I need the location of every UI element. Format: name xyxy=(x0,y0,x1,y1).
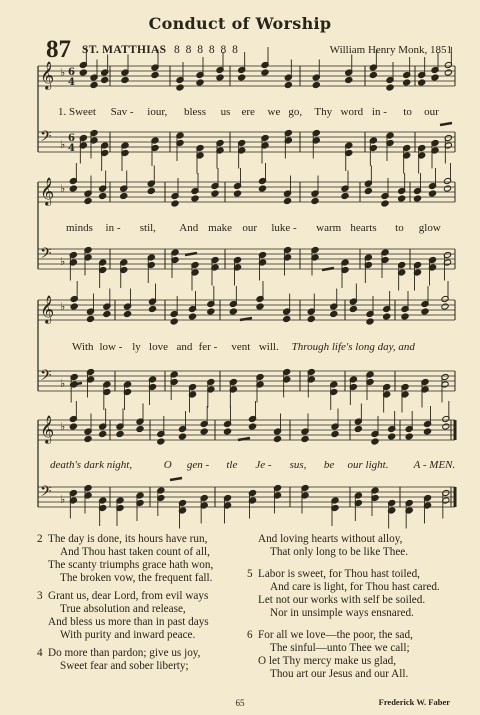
verse-line: With purity and inward peace. xyxy=(60,629,196,641)
lyric-syllable: iour, xyxy=(147,106,168,118)
note-head xyxy=(307,315,315,322)
note-head xyxy=(366,318,374,325)
verse-line: O let Thy mercy make us glad, xyxy=(258,655,397,667)
verse-line: Sweet fear and sober liberty; xyxy=(60,660,189,672)
note-head xyxy=(171,200,179,207)
note-head xyxy=(371,438,379,445)
note-head xyxy=(178,433,186,440)
lyric-syllable: will. xyxy=(258,341,279,353)
note-head xyxy=(191,195,199,202)
verse-line: Labor is sweet, for Thou hast toiled, xyxy=(258,568,420,580)
note-head xyxy=(405,433,413,440)
verse-line: Do more than pardon; give us joy, xyxy=(48,647,201,659)
bass-clef: 𝄢 xyxy=(40,367,52,388)
verse-line: And loving hearts without alloy, xyxy=(258,533,403,545)
flat-key-signature: ♭ xyxy=(60,182,66,195)
note-head xyxy=(345,76,353,83)
note-head xyxy=(423,428,431,435)
note-head xyxy=(386,84,394,91)
lyric-syllable: our xyxy=(424,106,439,118)
lyric-syllable: death's dark night, xyxy=(50,459,133,471)
lyric-syllable: word xyxy=(340,106,364,118)
note-head xyxy=(70,303,78,310)
note-head xyxy=(258,185,266,192)
verse-number: 2 xyxy=(37,533,43,545)
bass-clef: 𝄢 xyxy=(40,483,52,504)
hymn-number: 87 xyxy=(46,36,71,63)
lyric-syllable: we xyxy=(267,106,281,118)
note-head xyxy=(69,423,77,430)
lyric-syllable: sus, xyxy=(289,459,307,471)
lyric-syllable: ere xyxy=(241,106,255,118)
lyric-syllable: gen - xyxy=(186,459,210,471)
verse-6 xyxy=(247,629,468,681)
note-head xyxy=(101,76,109,83)
note-head xyxy=(200,428,208,435)
note-head xyxy=(442,423,450,430)
note-head xyxy=(84,435,92,442)
note-head xyxy=(398,195,406,202)
lyric-syllable: Sav - xyxy=(110,106,134,118)
note-head xyxy=(157,438,165,445)
time-signature: 4 xyxy=(68,143,75,154)
verse-number: 4 xyxy=(37,647,43,659)
treble-clef: 𝄞 xyxy=(40,61,55,89)
note-head xyxy=(383,313,391,320)
flat-key-signature: ♭ xyxy=(60,377,66,390)
note-head xyxy=(256,303,264,310)
note-head xyxy=(413,195,421,202)
lyric-syllable: us xyxy=(220,106,231,118)
lyric-syllable: to xyxy=(403,106,412,118)
treble-clef: 𝄞 xyxy=(40,415,55,443)
note-head xyxy=(341,192,349,199)
lyric-syllable: in - xyxy=(105,222,121,234)
verse-number: 5 xyxy=(247,568,253,580)
bass-clef: 𝄢 xyxy=(40,245,52,266)
verse-4 xyxy=(37,647,248,673)
lyric-syllable: With xyxy=(72,341,94,353)
verse-line: Let not our works with self be soiled. xyxy=(258,594,426,606)
lyric-syllable: vent xyxy=(231,341,251,353)
lyric-syllable: love xyxy=(149,341,168,353)
note-head xyxy=(136,425,144,432)
note-head xyxy=(211,190,219,197)
note-head xyxy=(421,308,429,315)
verse-line: Nor in unsimple ways ensnared. xyxy=(270,607,414,619)
note-head xyxy=(431,74,439,81)
verse-line: The scanty triumphs grace hath won, xyxy=(48,559,214,571)
meter: 8 8 8 8 8 8 xyxy=(174,44,240,56)
note-head xyxy=(99,192,107,199)
note-head xyxy=(284,81,292,88)
note-head xyxy=(120,192,128,199)
lyric-syllable: our light. xyxy=(347,459,389,471)
lyric-syllable: and xyxy=(176,341,193,353)
lyric-syllable: fer - xyxy=(198,341,218,353)
page-number: 65 xyxy=(235,698,245,708)
verse-2 xyxy=(37,533,248,585)
verse-3 xyxy=(37,590,248,642)
note-head xyxy=(233,190,241,197)
lyric-syllable: glow xyxy=(418,222,441,234)
verse-5 xyxy=(247,568,468,620)
verse-number: 6 xyxy=(247,629,253,641)
note-head xyxy=(388,433,396,440)
lyric-syllable: low - xyxy=(99,341,123,353)
flat-key-signature: ♭ xyxy=(60,66,66,79)
verse-line: That only long to be like Thee. xyxy=(270,546,409,558)
note-head xyxy=(311,197,319,204)
note-head xyxy=(176,84,184,91)
flat-key-signature: ♭ xyxy=(60,300,66,313)
note-head xyxy=(428,190,436,197)
lyric-syllable: And xyxy=(179,222,199,234)
tune-name: ST. MATTHIAS xyxy=(82,44,167,56)
verse-4-continued xyxy=(258,533,468,559)
note-head xyxy=(188,313,196,320)
lyric-syllable: to xyxy=(395,222,404,234)
note-head xyxy=(223,428,231,435)
flat-key-signature: ♭ xyxy=(60,255,66,268)
lyric-syllable: hearts xyxy=(350,222,377,234)
note-head xyxy=(331,430,339,437)
lyric-syllable: 1. Sweet xyxy=(58,106,96,118)
lyric-syllable: be xyxy=(323,459,335,471)
time-signature: 4 xyxy=(68,77,75,88)
lyric-syllable: go, xyxy=(288,106,303,118)
bass-clef: 𝄢 xyxy=(40,128,52,149)
verses-right-column xyxy=(247,533,468,686)
flat-key-signature: ♭ xyxy=(60,420,66,433)
author-credit: Frederick W. Faber xyxy=(378,697,450,707)
note-head xyxy=(381,200,389,207)
verse-line: And care is light, for Thou hast cared. xyxy=(270,581,440,593)
lyric-syllable: stil, xyxy=(139,222,156,234)
verse-number: 3 xyxy=(37,590,43,602)
verses-left-column xyxy=(37,533,248,678)
note-head xyxy=(283,315,291,322)
note-head xyxy=(79,69,87,76)
note-head xyxy=(196,79,204,86)
note-beam xyxy=(185,253,197,255)
note-head xyxy=(121,76,129,83)
note-head xyxy=(283,197,291,204)
note-head xyxy=(84,197,92,204)
lyric-syllable: our xyxy=(242,222,258,234)
note-head xyxy=(441,303,449,310)
verse-line: For all we love—the poor, the sad, xyxy=(258,629,413,641)
note-head xyxy=(99,430,107,437)
verse-line: The day is done, its hours have run, xyxy=(48,533,208,545)
lyric-syllable: minds xyxy=(66,222,93,234)
note-head xyxy=(86,315,94,322)
note-head xyxy=(147,187,155,194)
note-head xyxy=(403,79,411,86)
lyric-syllable: bless xyxy=(183,106,206,118)
note-head xyxy=(330,310,338,317)
flat-key-signature: ♭ xyxy=(60,138,66,151)
note-head xyxy=(443,185,451,192)
lyric-syllable: in - xyxy=(371,106,387,118)
treble-clef: 𝄞 xyxy=(40,295,55,323)
lyric-syllable: warm xyxy=(316,222,342,234)
note-head xyxy=(103,310,111,317)
note-head xyxy=(207,308,215,315)
lyric-syllable: O xyxy=(163,459,172,471)
composer: William Henry Monk, 1851 xyxy=(329,44,452,56)
treble-clef: 𝄞 xyxy=(40,177,55,205)
lyric-syllable: luke - xyxy=(271,222,297,234)
note-head xyxy=(69,185,77,192)
note-head xyxy=(216,74,224,81)
note-head xyxy=(312,81,320,88)
lyric-syllable: ly xyxy=(132,341,141,353)
note-beam xyxy=(170,478,182,480)
note-beam xyxy=(440,123,452,125)
note-head xyxy=(273,435,281,442)
verse-line: The broken vow, the frequent fall. xyxy=(60,572,213,584)
lyric-syllable: Through life's long day, and xyxy=(291,341,415,353)
note-head xyxy=(248,423,256,430)
verse-line: True absolution and release, xyxy=(60,603,186,615)
note-head xyxy=(229,308,237,315)
verse-line: Thou art our Jesus and our All. xyxy=(270,668,409,680)
note-head xyxy=(369,71,377,78)
note-head xyxy=(364,187,372,194)
note-head xyxy=(123,310,131,317)
note-head xyxy=(170,318,178,325)
note-head xyxy=(116,430,124,437)
note-head xyxy=(301,435,309,442)
verse-line: And bless us more than in past days xyxy=(48,616,209,628)
note-head xyxy=(349,305,357,312)
note-head xyxy=(148,305,156,312)
note-head xyxy=(401,313,409,320)
lyric-syllable: Je - xyxy=(255,459,272,471)
lyric-syllable: make xyxy=(208,222,232,234)
note-head xyxy=(151,71,159,78)
flat-key-signature: ♭ xyxy=(60,493,66,506)
lyric-syllable: Thy xyxy=(314,106,333,118)
verse-line: And Thou hast taken count of all, xyxy=(60,546,210,558)
verse-line: The sinful—unto Thee we call; xyxy=(270,642,410,654)
verse-line: Grant us, dear Lord, from evil ways xyxy=(48,590,209,602)
note-head xyxy=(238,74,246,81)
section-title: Conduct of Worship xyxy=(148,14,332,33)
note-beam xyxy=(322,268,334,270)
note-head xyxy=(354,425,362,432)
time-signature: 6 xyxy=(68,67,75,78)
note-head xyxy=(418,79,426,86)
note-head xyxy=(261,69,269,76)
note-head xyxy=(90,81,98,88)
note-head xyxy=(444,69,452,76)
time-signature: 6 xyxy=(68,133,75,144)
lyric-syllable: A - MEN. xyxy=(413,459,456,471)
lyric-syllable: tle xyxy=(226,459,238,471)
